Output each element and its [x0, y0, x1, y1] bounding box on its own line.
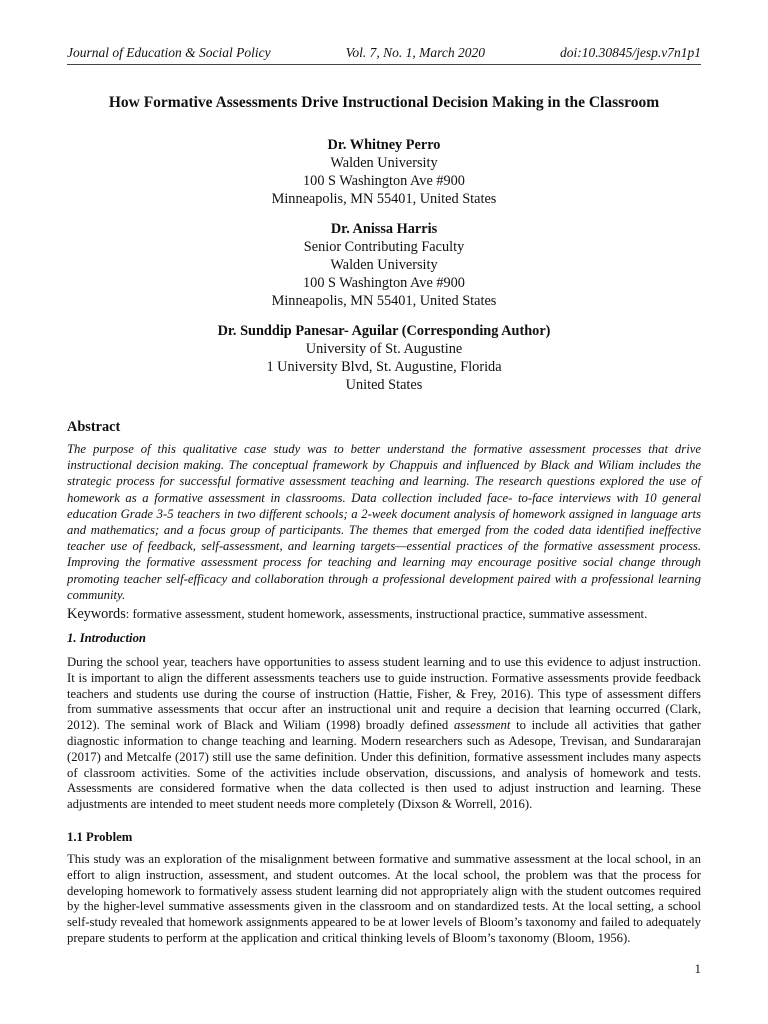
author-address: 100 S Washington Ave #900 [303, 173, 465, 189]
problem-heading: 1.1 Problem [67, 830, 133, 844]
paper-title: How Formative Assessments Drive Instructional Decision Making in the Classroom [108, 94, 660, 111]
author-block-2 [67, 220, 701, 310]
abstract-heading: Abstract [67, 419, 121, 435]
journal-name: Journal of Education & Social Policy [67, 45, 271, 60]
author-affiliation: University of St. Augustine [305, 341, 463, 357]
author-block-1 [67, 136, 701, 208]
introduction-text-start: During the school year, teachers have opportunities to assess student learning and to use this evidence to adjust instruction. It is important to align the different assessments teachers use to guide instruction. Formative assessments provide feedback teachers and students use during the course of instruction (Hattie, Fisher, & Frey, 2016). This type of assessment differs from summative assessments that occur after an instructional unit and require a decision that learning occurred (Clark, 2012). The seminal work of Black and Wiliam (1998) broadly defined [67, 655, 701, 733]
author-name: Dr. Sunddip Panesar- Aguilar (Corresponding Author) [217, 323, 551, 339]
introduction-heading: 1. Introduction [67, 631, 146, 645]
author-address: 100 S Washington Ave #900 [303, 275, 465, 291]
author-address: 1 University Blvd, St. Augustine, Florida [266, 359, 502, 375]
author-address: Minneapolis, MN 55401, United States [271, 293, 497, 309]
introduction-text-end: to include all activities that gather diagnostic information to change teaching and learning. Modern researchers such as Adesope, Trevisan, and Sundararajan (2017) and Metcalfe (2017) still use the same definition. Under this definition, formative assessment includes many aspects of classroom activities. Some of the activities include observation, discussions, and analysis of homework and tests. Assessments are considered formative when the data collected is then used to adjust instruction and learning. These adjustments are intended to meet student needs more completely (Dixson & Worrell, 2016). [67, 718, 701, 812]
author-name: Dr. Whitney Perro [327, 137, 441, 153]
volume-info: Vol. 7, No. 1, March 2020 [345, 45, 485, 60]
page-number: 1 [694, 961, 701, 976]
author-block-3 [67, 322, 701, 394]
keywords-label: Keywords [67, 606, 126, 622]
problem-paragraph: This study was an exploration of the misalignment between formative and summative assessment at the local school, in an effort to align instruction, assessment, and student outcomes. At the local school, the problem was that the process for developing homework to formatively assess student learning did not appropriately align with the student outcomes required by the higher-level summative assessments given in the classroom and on standardized tests. At the local setting, a school self-study revealed that homework assignments appeared to be at lower levels of Bloom’s taxonomy and failed to adequately prepare students to perform at the application and critical thinking levels of Bloom’s taxonomy (Bloom, 1956). [67, 852, 701, 945]
author-affiliation: Walden University [330, 257, 438, 273]
introduction-paragraph [67, 655, 701, 813]
author-address: Minneapolis, MN 55401, United States [271, 191, 497, 207]
keywords-line [67, 605, 701, 623]
author-position: Senior Contributing Faculty [303, 239, 465, 255]
introduction-emphasis: assessment [453, 718, 511, 733]
abstract-text: The purpose of this qualitative case study was to better understand the formative assessment processes that drive instructional decision making. The conceptual framework by Chappuis and influenced by Black and Wiliam includes the strategic process for successful formative assessment teaching and learning. The research questions explored the use of homework as a formative assessment in classrooms. Data collection included face- to-face interviews with 10 general education Grade 3-5 teachers in two different schools; a 2-week document analysis of homework assigned in language arts and mathematics; and a focus group of participants. The themes that emerged from the coded data identified ineffective teacher use of feedback, self-assessment, and learning targets—essential practices of the formative assessment process. Improving the formative assessment process for teaching and learning may encourage positive social change through promoting teacher self-efficacy and collaboration through a professional development paired with a professional learning community. [67, 442, 701, 602]
keywords-text: : formative assessment, student homework, assessments, instructional practice, summative assessment. [125, 607, 648, 621]
author-address: United States [345, 377, 423, 393]
running-header [67, 45, 701, 61]
author-affiliation: Walden University [330, 155, 438, 171]
header-divider [67, 64, 701, 65]
doi[interactable]: doi:10.30845/jesp.v7n1p1 [560, 45, 701, 60]
author-name: Dr. Anissa Harris [330, 221, 438, 237]
